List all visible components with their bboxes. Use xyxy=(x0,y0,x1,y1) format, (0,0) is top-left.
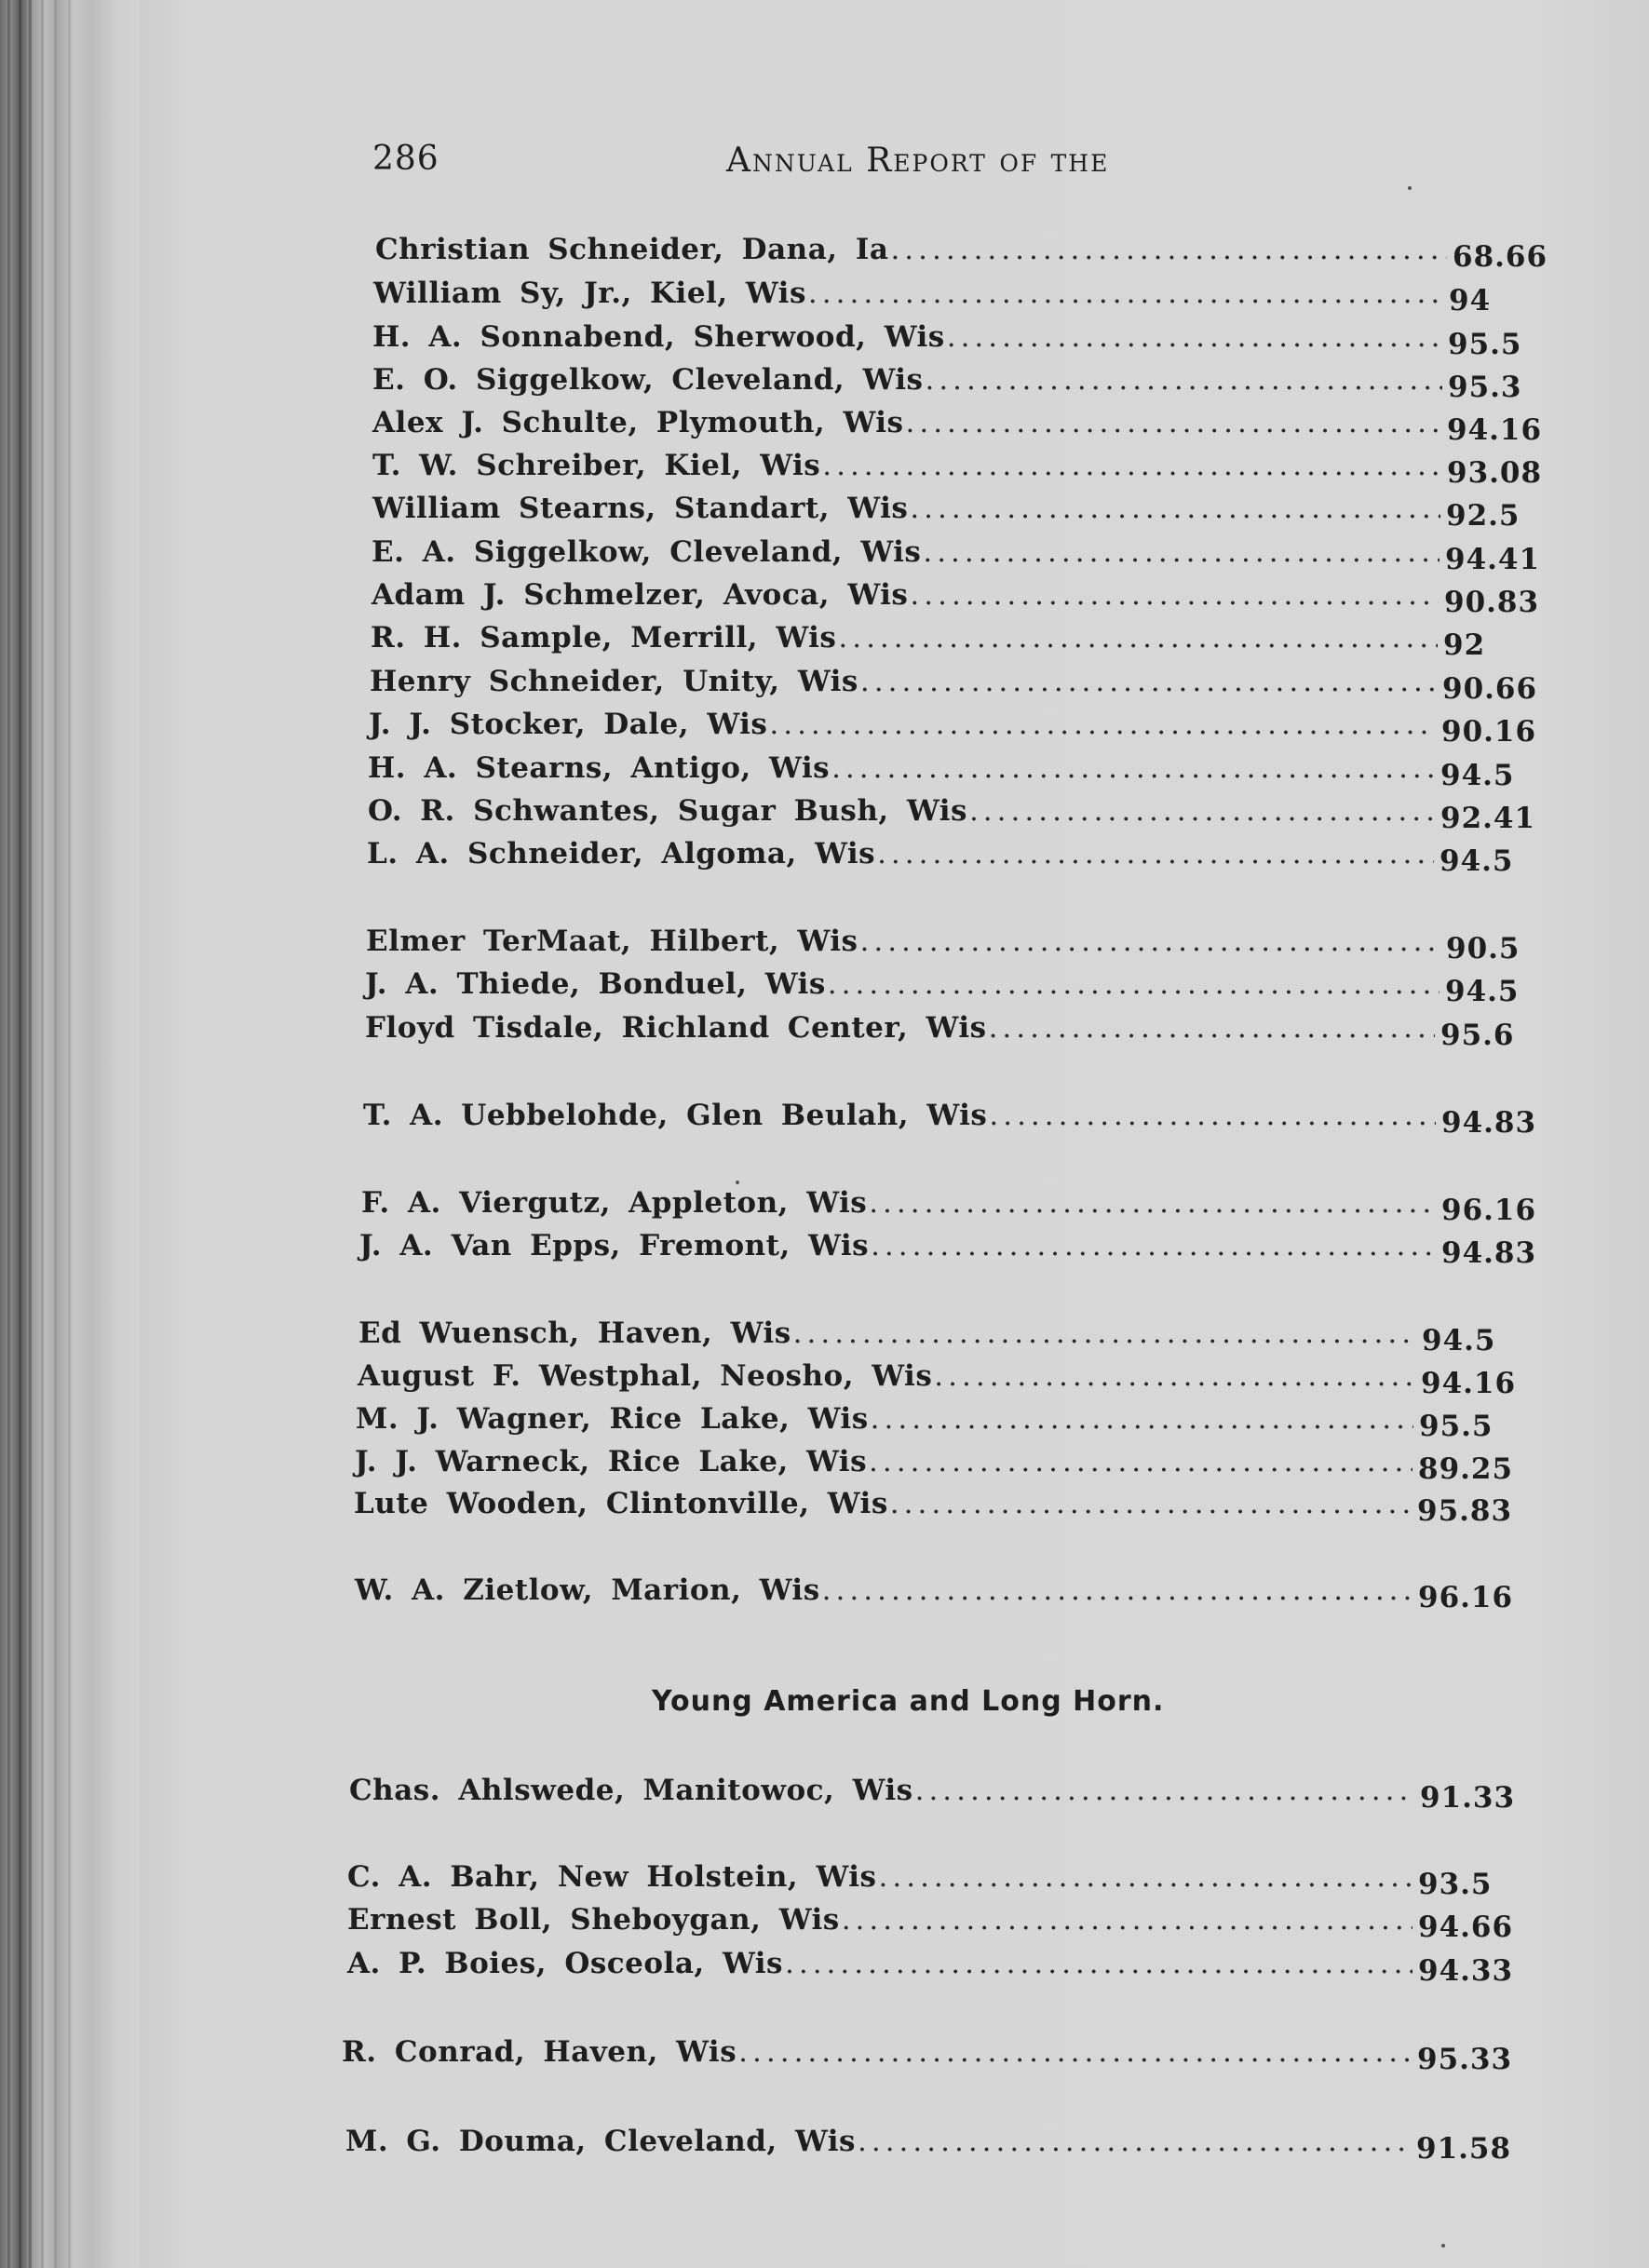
dot-leader xyxy=(842,1903,1412,1937)
section-heading: Young America and Long Horn. xyxy=(652,1685,1165,1718)
entry-score: 94.83 xyxy=(1441,1236,1537,1270)
entry-name: J. J. Stocker, Dale, Wis xyxy=(369,708,768,741)
list-item xyxy=(347,1860,1502,1899)
dot-leader xyxy=(860,665,1437,698)
list-item xyxy=(359,1229,1537,1270)
dot-leader xyxy=(969,794,1435,828)
entry-name: M. G. Douma, Cleveland, Wis xyxy=(345,2125,856,2158)
dot-leader xyxy=(769,708,1436,741)
dot-leader xyxy=(822,449,1441,482)
list-item xyxy=(368,794,1536,835)
dot-leader xyxy=(871,1402,1413,1436)
dot-leader xyxy=(869,1445,1412,1478)
list-item xyxy=(361,1186,1537,1227)
list-item xyxy=(356,1402,1503,1441)
entry-score: 96.16 xyxy=(1418,1581,1514,1614)
dot-leader xyxy=(890,233,1447,266)
entry-score: 94.41 xyxy=(1445,543,1541,576)
entry-name: William Sy, Jr., Kiel, Wis xyxy=(373,277,806,310)
dot-leader xyxy=(838,621,1438,655)
list-item xyxy=(366,925,1530,964)
list-item xyxy=(355,1445,1514,1486)
entry-score: 90.83 xyxy=(1444,586,1540,619)
entry-score: 94.5 xyxy=(1440,759,1515,792)
list-item xyxy=(372,406,1543,447)
entry-name: Lute Wooden, Clintonville, Wis xyxy=(354,1487,888,1520)
dot-leader xyxy=(989,1011,1435,1045)
book-binding xyxy=(0,0,140,2268)
list-item xyxy=(372,535,1541,576)
entry-score: 91.33 xyxy=(1420,1781,1516,1815)
dot-leader xyxy=(989,1099,1436,1132)
dot-leader xyxy=(871,1229,1436,1262)
entry-name: J. J. Warneck, Rice Lake, Wis xyxy=(355,1445,868,1478)
list-item xyxy=(372,449,1543,490)
list-item xyxy=(372,320,1532,359)
entry-score: 95.5 xyxy=(1448,328,1522,361)
list-item xyxy=(363,1099,1537,1140)
list-item xyxy=(372,363,1532,402)
list-item xyxy=(372,492,1530,531)
entry-name: O. R. Schwantes, Sugar Bush, Wis xyxy=(368,794,967,828)
dot-leader xyxy=(910,578,1439,612)
list-item xyxy=(375,233,1548,274)
entry-name: Chas. Ahlswede, Manitowoc, Wis xyxy=(349,1774,913,1807)
entry-name: Floyd Tisdale, Richland Center, Wis xyxy=(365,1011,987,1045)
entry-name: C. A. Bahr, New Holstein, Wis xyxy=(347,1860,877,1894)
list-item xyxy=(354,1487,1513,1528)
entry-score: 95.5 xyxy=(1419,1410,1494,1443)
list-item xyxy=(373,277,1533,316)
dot-leader xyxy=(785,1947,1412,1980)
entry-score: 93.08 xyxy=(1447,456,1543,490)
entry-name: Ed Wuensch, Haven, Wis xyxy=(358,1316,791,1350)
entry-name: J. A. Van Epps, Fremont, Wis xyxy=(359,1229,870,1262)
dot-leader xyxy=(923,535,1439,569)
entry-score: 90.66 xyxy=(1442,672,1538,706)
dot-leader xyxy=(822,1573,1412,1607)
dot-leader xyxy=(860,925,1441,958)
entry-name: Ernest Boll, Sheboygan, Wis xyxy=(347,1903,840,1937)
entry-name: Christian Schneider, Dana, Ia xyxy=(375,233,889,266)
entry-name: H. A. Sonnabend, Sherwood, Wis xyxy=(372,320,945,354)
entry-score: 94.5 xyxy=(1422,1324,1496,1357)
entry-name: L. A. Schneider, Algoma, Wis xyxy=(367,837,876,871)
list-item xyxy=(371,621,1527,660)
dot-leader xyxy=(869,1186,1436,1220)
dot-leader xyxy=(947,320,1442,354)
paper-speck xyxy=(1441,2244,1445,2248)
entry-name: A. P. Boies, Osceola, Wis xyxy=(347,1947,783,1980)
entry-name: M. J. Wagner, Rice Lake, Wis xyxy=(356,1402,869,1436)
entry-name: Alex J. Schulte, Plymouth, Wis xyxy=(372,406,904,439)
running-head xyxy=(372,140,1192,196)
list-item xyxy=(367,837,1523,876)
entry-name: Elmer TerMaat, Hilbert, Wis xyxy=(366,925,858,958)
paper-speck xyxy=(1408,186,1412,190)
list-item xyxy=(369,708,1537,749)
entry-score: 96.16 xyxy=(1441,1194,1537,1227)
list-item xyxy=(370,665,1538,706)
entry-name: T. A. Uebbelohde, Glen Beulah, Wis xyxy=(363,1099,988,1132)
entry-score: 92.41 xyxy=(1440,802,1536,835)
dot-leader xyxy=(915,1774,1414,1807)
list-item xyxy=(355,1573,1514,1614)
dot-leader xyxy=(890,1487,1412,1520)
entry-score: 93.5 xyxy=(1418,1868,1493,1901)
dot-leader xyxy=(910,492,1440,525)
paper-speck xyxy=(736,1181,739,1184)
page-header: Annual Report of the xyxy=(726,142,1110,180)
entry-score: 94.5 xyxy=(1439,844,1514,878)
dot-leader xyxy=(828,967,1439,1001)
entry-name: E. O. Siggelkow, Cleveland, Wis xyxy=(372,363,924,397)
page-number: 286 xyxy=(372,140,439,178)
entry-name: T. W. Schreiber, Kiel, Wis xyxy=(372,449,821,482)
entry-name: Adam J. Schmelzer, Avoca, Wis xyxy=(372,578,909,612)
dot-leader xyxy=(877,837,1434,871)
entry-name: R. Conrad, Haven, Wis xyxy=(342,2035,737,2069)
list-item xyxy=(368,751,1524,790)
dot-leader xyxy=(793,1316,1416,1350)
dot-leader xyxy=(808,277,1443,310)
entry-score: 89.25 xyxy=(1418,1452,1514,1486)
entry-score: 95.33 xyxy=(1417,2043,1513,2076)
list-item xyxy=(372,578,1540,619)
entry-name: E. A. Siggelkow, Cleveland, Wis xyxy=(372,535,922,569)
entry-score: 95.3 xyxy=(1448,371,1522,404)
entry-name: Henry Schneider, Unity, Wis xyxy=(370,665,858,698)
entry-score: 92.5 xyxy=(1446,499,1521,533)
dot-leader xyxy=(858,2125,1411,2158)
list-item xyxy=(349,1774,1516,1815)
entry-score: 95.6 xyxy=(1440,1019,1515,1052)
dot-leader xyxy=(831,751,1435,785)
entry-score: 94.16 xyxy=(1447,413,1543,447)
entry-name: H. A. Stearns, Antigo, Wis xyxy=(368,751,831,785)
list-item xyxy=(347,1947,1514,1988)
entry-name: August F. Westphal, Neosho, Wis xyxy=(358,1359,933,1393)
entry-score: 90.16 xyxy=(1441,715,1537,749)
entry-score: 94 xyxy=(1449,284,1492,317)
list-item xyxy=(342,2035,1513,2076)
dot-leader xyxy=(879,1860,1412,1894)
entry-score: 94.33 xyxy=(1418,1954,1514,1988)
dot-leader xyxy=(738,2035,1412,2069)
dot-leader xyxy=(905,406,1441,439)
list-item xyxy=(345,2125,1512,2166)
entry-score: 91.58 xyxy=(1416,2132,1512,2166)
entry-name: R. H. Sample, Merrill, Wis xyxy=(371,621,837,655)
list-item xyxy=(358,1359,1517,1400)
dot-leader xyxy=(934,1359,1415,1393)
entry-score: 94.16 xyxy=(1421,1367,1517,1400)
entry-score: 94.5 xyxy=(1445,975,1520,1008)
entry-name: J. A. Thiede, Bonduel, Wis xyxy=(365,967,826,1001)
entry-name: William Stearns, Standart, Wis xyxy=(372,492,909,525)
entry-name: W. A. Zietlow, Marion, Wis xyxy=(355,1573,820,1607)
entry-score: 94.66 xyxy=(1418,1910,1514,1944)
entry-score: 68.66 xyxy=(1453,240,1548,274)
entry-name: F. A. Viergutz, Appleton, Wis xyxy=(361,1186,868,1220)
entry-score: 94.83 xyxy=(1441,1106,1537,1140)
dot-leader xyxy=(925,363,1442,397)
list-item xyxy=(365,967,1529,1006)
list-item xyxy=(347,1903,1514,1944)
entry-score: 92 xyxy=(1443,628,1486,662)
list-item xyxy=(358,1316,1506,1356)
entry-score: 95.83 xyxy=(1417,1494,1513,1528)
entry-score: 90.5 xyxy=(1446,932,1521,965)
list-item xyxy=(365,1011,1524,1050)
